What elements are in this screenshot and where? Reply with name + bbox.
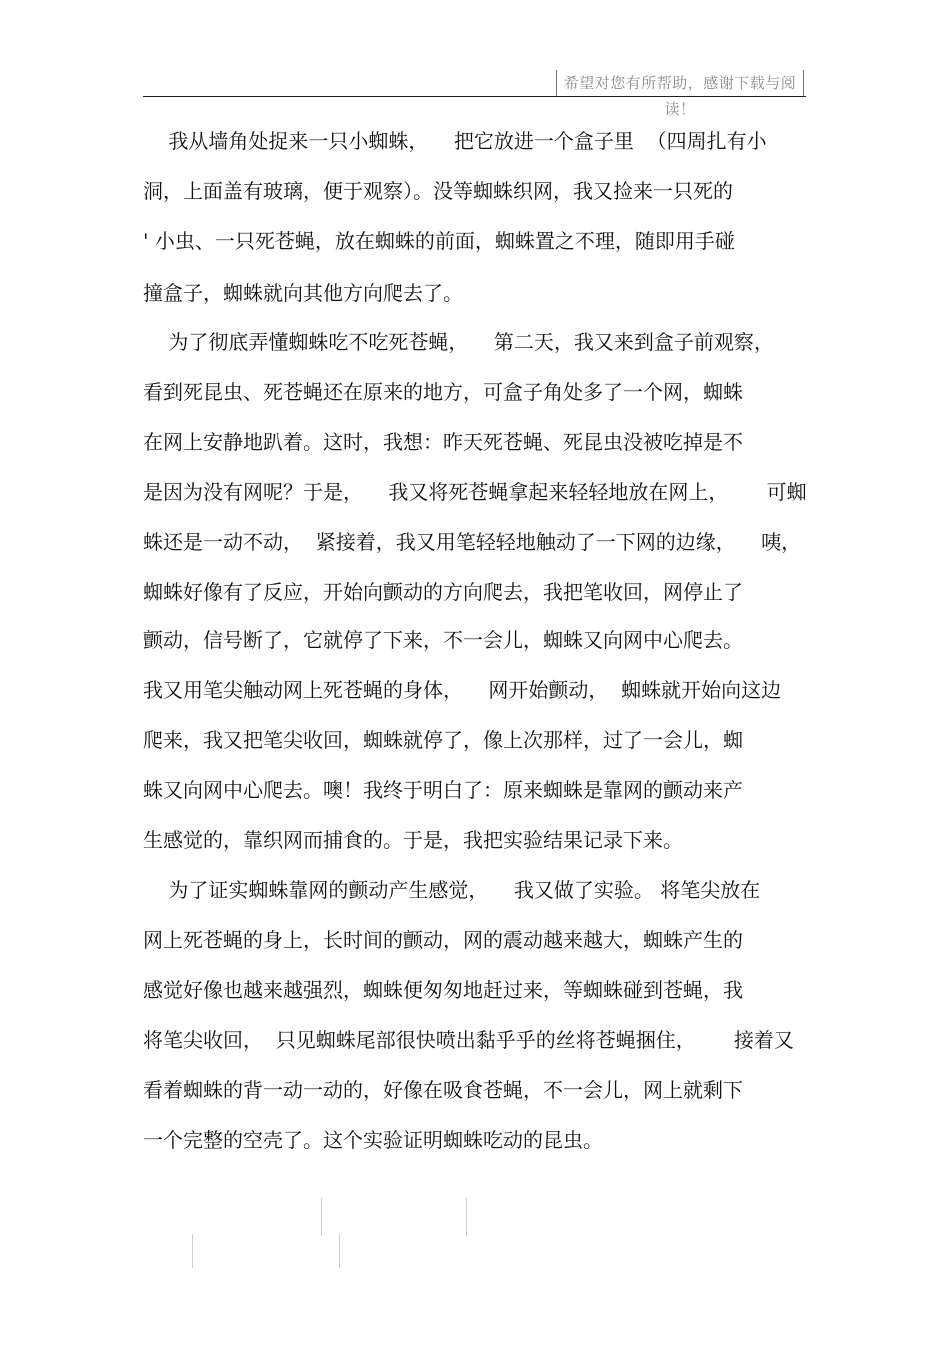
scan-artifact-line xyxy=(192,1234,193,1268)
body-line: 爬来，我又把笔尖收回，蜘蛛就停了，像上次那样，过了一会儿，蜘 xyxy=(143,728,743,752)
header-note: 希望对您有所帮助，感谢下载与阅读！ xyxy=(556,70,804,96)
body-line: 颤动，信号断了，它就停了下来，不一会儿，蜘蛛又向网中心爬去。 xyxy=(143,628,743,652)
scan-artifact-line xyxy=(339,1234,340,1268)
body-line: 我又用笔尖触动网上死苍蝇的身体， 网开始颤动， 蜘蛛就开始向这边 xyxy=(143,678,782,702)
body-line: ' 小虫、一只死苍蝇，放在蜘蛛的前面，蜘蛛置之不理，随即用手碰 xyxy=(143,229,735,253)
header-divider xyxy=(143,96,806,97)
body-line: 网上死苍蝇的身上，长时间的颤动，网的震动越来越大，蜘蛛产生的 xyxy=(143,928,743,952)
body-line: 洞，上面盖有玻璃，便于观察）。没等蜘蛛织网，我又捡来一只死的 xyxy=(143,179,733,203)
scan-artifact-line xyxy=(321,1198,322,1236)
body-line: 撞盒子，蜘蛛就向其他方向爬去了。 xyxy=(143,281,463,305)
body-line: 为了彻底弄懂蜘蛛吃不吃死苍蝇， 第二天，我又来到盒子前观察， xyxy=(143,330,774,354)
body-line: 为了证实蜘蛛靠网的颤动产生感觉， 我又做了实验。 将笔尖放在 xyxy=(143,878,761,902)
body-line: 蜘蛛好像有了反应，开始向颤动的方向爬去，我把笔收回，网停止了 xyxy=(143,580,743,604)
body-line: 看到死昆虫、死苍蝇还在原来的地方，可盒子角处多了一个网，蜘蛛 xyxy=(143,380,743,404)
scan-artifact-line xyxy=(466,1198,467,1236)
body-line: 在网上安静地趴着。这时，我想：昨天死苍蝇、死昆虫没被吃掉是不 xyxy=(143,430,743,454)
body-line: 生感觉的，靠织网而捕食的。于是，我把实验结果记录下来。 xyxy=(143,828,683,852)
body-line: 蛛又向网中心爬去。噢！我终于明白了：原来蜘蛛是靠网的颤动来产 xyxy=(143,778,743,802)
body-line: 感觉好像也越来越强烈，蜘蛛便匆匆地赶过来，等蜘蛛碰到苍蝇，我 xyxy=(143,978,743,1002)
body-line: 我从墙角处捉来一只小蜘蛛， 把它放进一个盒子里 （四周扎有小 xyxy=(143,129,767,153)
body-line: 看着蜘蛛的背一动一动的，好像在吸食苍蝇，不一会儿，网上就剩下 xyxy=(143,1078,743,1102)
body-line: 将笔尖收回， 只见蜘蛛尾部很快喷出黏乎乎的丝将苍蝇捆住， 接着又 xyxy=(143,1028,794,1052)
body-line: 是因为没有网呢？于是， 我又将死苍蝇拿起来轻轻地放在网上， 可蜘 xyxy=(143,480,807,504)
body-line: 蛛还是一动不动， 紧接着，我又用笔轻轻地触动了一下网的边缘， 咦， xyxy=(143,530,802,554)
body-line: 一个完整的空壳了。这个实验证明蜘蛛吃动的昆虫。 xyxy=(143,1128,603,1152)
